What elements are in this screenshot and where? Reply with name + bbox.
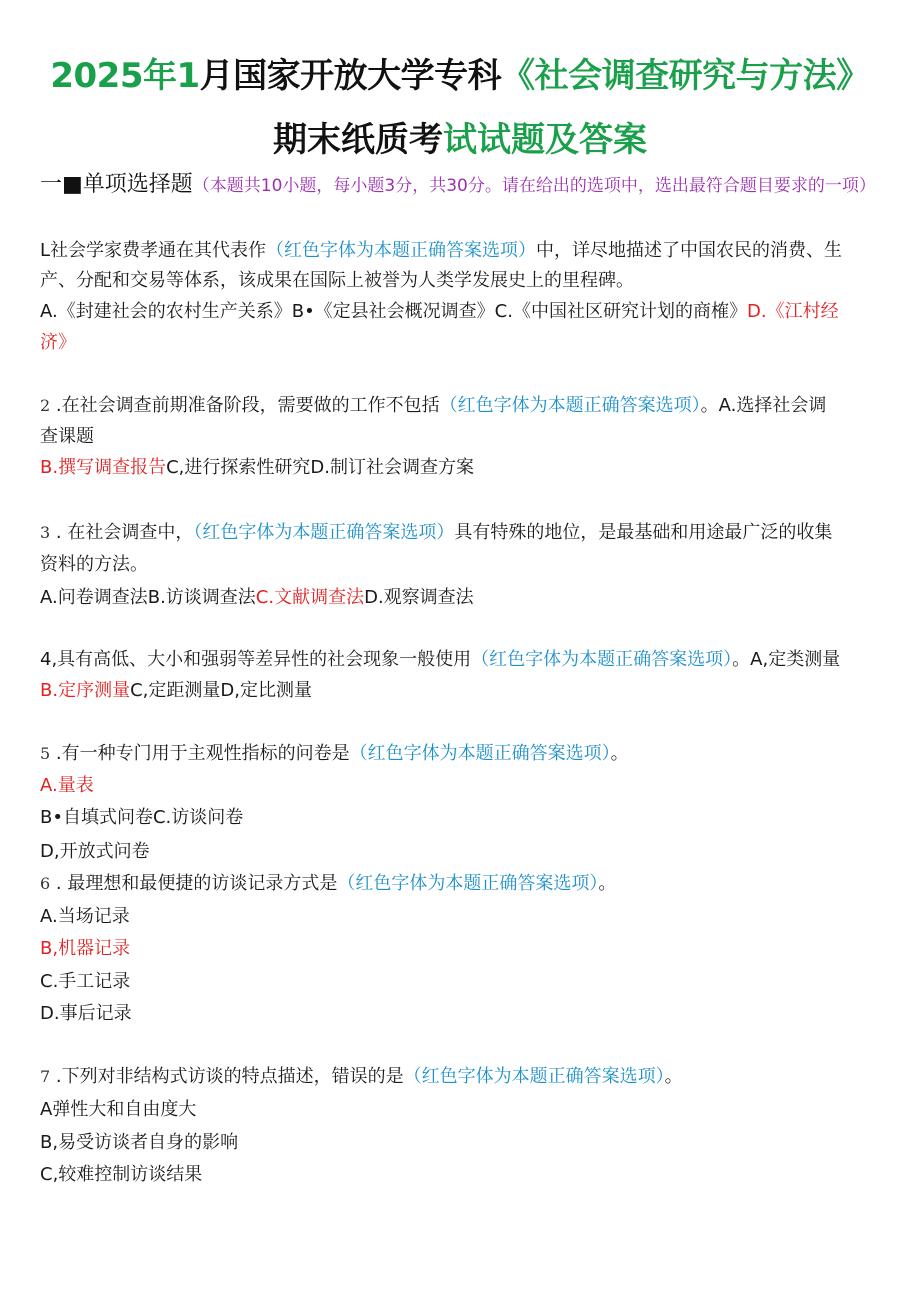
- title-green-answers: 试试题及答案: [443, 120, 647, 160]
- q2-hint: （红色字体为本题正确答案选项）: [439, 395, 701, 416]
- section-instruction: （本题共10小题，每小题3分，共30分。请在给出的选项中，选出最符合题目要求的一项）: [192, 176, 876, 196]
- q4-hint: （红色字体为本题正确答案选项）: [471, 649, 733, 670]
- q7-option-c: C,较难控制访谈结果: [40, 1164, 203, 1185]
- q7-hint: （红色字体为本题正确答案选项）: [403, 1066, 665, 1087]
- q5-hint: （红色字体为本题正确答案选项）: [349, 743, 611, 764]
- q4-options: [40, 676, 880, 706]
- q1-options-abc: A.《封建社会的农村生产关系》B•《定县社会概况调查》C.《中国社区研究计划的商榷》: [40, 301, 747, 322]
- q7-suffix: 。: [664, 1066, 683, 1087]
- q6-prefix: . 最理想和最便捷的访谈记录方式是: [50, 873, 338, 894]
- title-green-course: 《社会调查研究与方法》: [501, 56, 870, 96]
- page-title-line-2: [0, 112, 920, 161]
- q2-prefix: .在社会调查前期准备阶段，需要做的工作不包括: [50, 395, 440, 416]
- q6-number: 6: [40, 874, 51, 893]
- q6-correct-option: B,机器记录: [40, 938, 131, 959]
- q7-option-a: A弹性大和自由度大: [40, 1099, 197, 1120]
- q5-correct-option: A.量表: [40, 775, 94, 796]
- q7-line-1: [40, 1062, 880, 1092]
- title-black-part: 月国家开放大学专科: [199, 56, 502, 96]
- q1-prefix: L社会学家费孝通在其代表作: [40, 240, 267, 261]
- q3-correct-option: C.文献调查法: [255, 587, 365, 608]
- q1-hint: （红色字体为本题正确答案选项）: [266, 240, 537, 261]
- q6-option-a: A.当场记录: [40, 906, 130, 927]
- q6-hint: （红色字体为本题正确答案选项）: [337, 873, 599, 894]
- q3-number: 3: [40, 523, 51, 542]
- q4-suffix: 。A,定类测量: [732, 649, 841, 670]
- q3-prefix: . 在社会调查中，: [50, 522, 194, 543]
- q1-options: [40, 297, 880, 327]
- q2-line-2: 查课题: [40, 426, 94, 447]
- q1-correct-option-cont: 济》: [40, 332, 76, 353]
- q3-line-2: 资料的方法。: [40, 554, 148, 575]
- section-title: 一■单项选择题: [40, 172, 193, 197]
- q2-line-1: [40, 391, 880, 421]
- q1-line-1: [40, 236, 880, 266]
- q3-option-d: D.观察调查法: [364, 587, 474, 608]
- q7-number: 7: [40, 1067, 51, 1086]
- page-title-line-1: [0, 48, 920, 97]
- q7-prefix: .下列对非结构式访谈的特点描述，错误的是: [50, 1066, 404, 1087]
- q6-option-d: D.事后记录: [40, 1003, 132, 1024]
- q1-suffix: 中，详尽地描述了中国农民的消费、生: [536, 240, 843, 261]
- section-heading: [40, 168, 880, 203]
- q5-line-1: [40, 739, 880, 769]
- q4-correct-option: B.定序测量: [40, 680, 131, 701]
- q3-hint: （红色字体为本题正确答案选项）: [193, 522, 455, 543]
- q1-correct-option: D.《江村经: [746, 301, 839, 322]
- title-green-year: 2025年1: [50, 56, 200, 96]
- q2-correct-option: B.撰写调查报告: [40, 457, 167, 478]
- q6-suffix: 。: [598, 873, 617, 894]
- title-black-exam: 期末纸质考: [273, 120, 443, 160]
- q5-suffix: 。: [610, 743, 629, 764]
- q5-prefix: .有一种专门用于主观性指标的问卷是: [50, 743, 350, 764]
- q2-number: 2: [40, 396, 51, 415]
- q2-other-options: C,进行探索性研究D.制订社会调查方案: [166, 457, 474, 478]
- q3-options: [40, 583, 880, 613]
- q6-option-c: C.手工记录: [40, 971, 131, 992]
- q3-options-ab: A.问卷调查法B.访谈调查法: [40, 587, 256, 608]
- q5-option-d: D,开放式问卷: [40, 841, 150, 862]
- q4-prefix: 4,具有高低、大小和强弱等差异性的社会现象一般使用: [40, 649, 472, 670]
- q1-line-2: 产、分配和交易等体系，该成果在国际上被誉为人类学发展史上的里程碑。: [40, 270, 634, 291]
- q3-suffix: 具有特殊的地位，是最基础和用途最广泛的收集: [454, 522, 833, 543]
- q5-option-bc: B•自填式问卷C.访谈问卷: [40, 807, 244, 828]
- q2-options: [40, 453, 880, 483]
- q6-line-1: [40, 869, 880, 899]
- q4-other-options: C,定距测量D,定比测量: [130, 680, 312, 701]
- q5-number: 5: [40, 744, 51, 763]
- q3-line-1: [40, 518, 880, 548]
- q4-line-1: [40, 645, 880, 675]
- q7-option-b: B,易受访谈者自身的影响: [40, 1132, 239, 1153]
- q2-suffix: 。A.选择社会调: [700, 395, 827, 416]
